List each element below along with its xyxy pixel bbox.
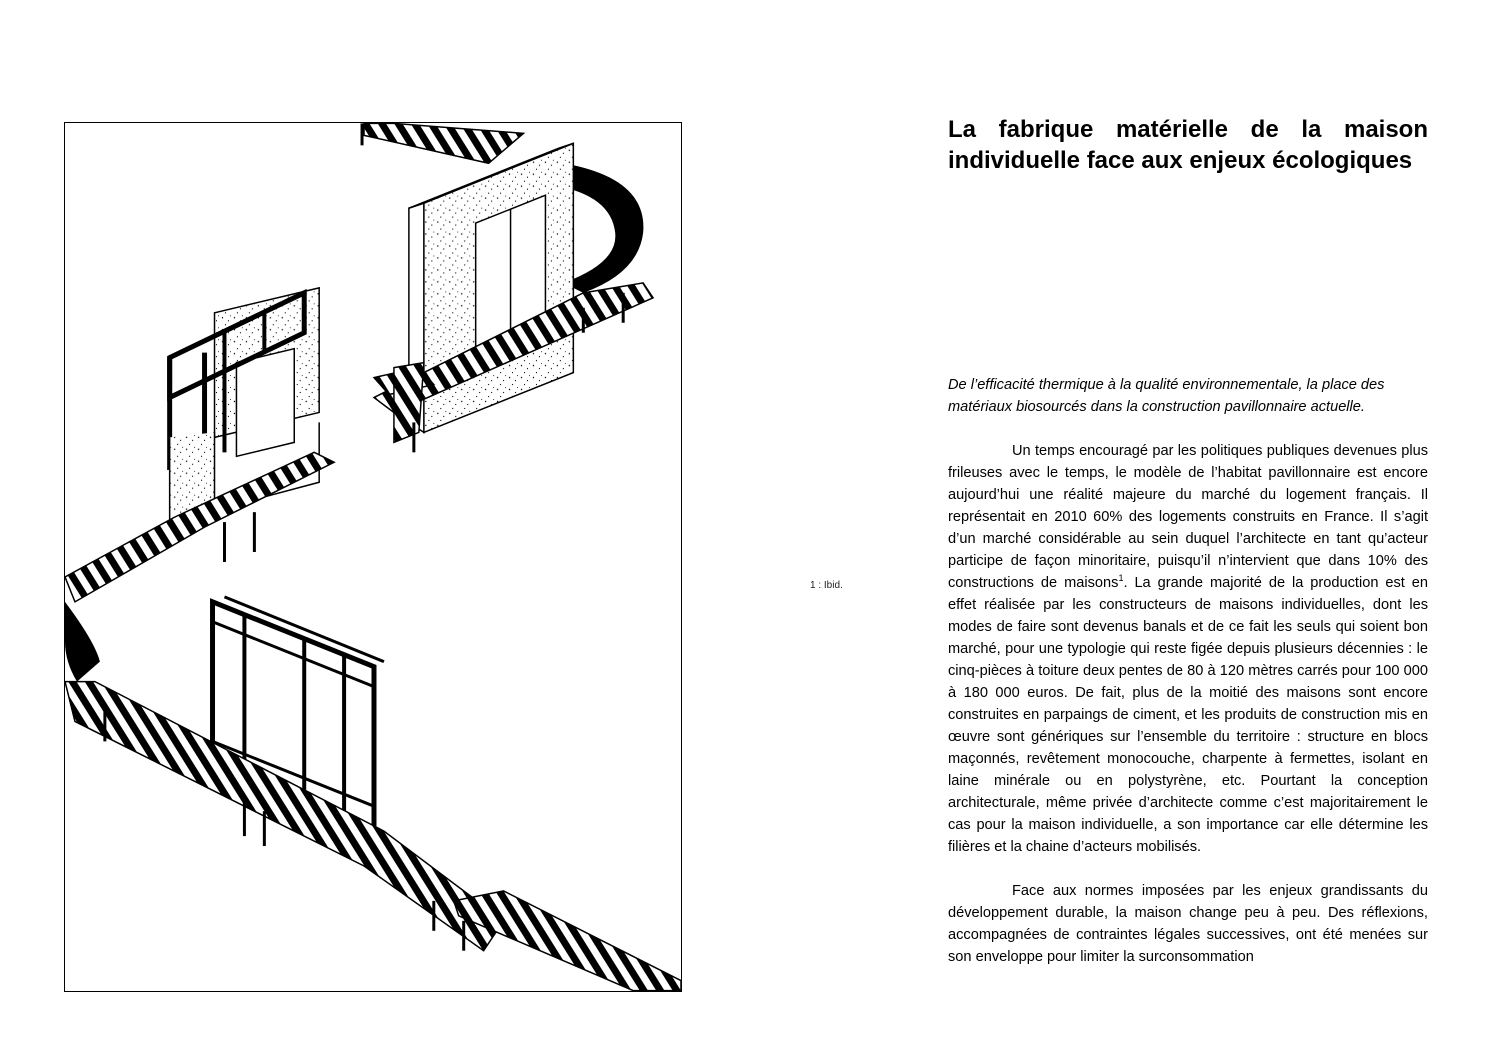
chapter-title: La fabrique matérielle de la maison individuelle face aux enjeux écologiques [948, 116, 1428, 174]
body-text [948, 440, 1428, 990]
paragraph-1-text: Un temps encouragé par les politiques publiques devenues plus frileuses avec le temps, le modèle de l’habitat pavillonnaire est encore aujourd’hui une réalité majeure du marché du logement français. Il représentait en 2010 60% des logements construits en France. Il s’agit d’un marché considérable au sein duquel l’architecte en tant qu’acteur participe de façon minoritaire, puisqu’il n’intervient que dans 10% des constructions de maisons [948, 443, 1428, 591]
chapter-subtitle: De l’efficacité thermique à la qualité environnementale, la place des matériaux biosourcés dans la construction pavillonnaire actuelle. [948, 377, 1385, 415]
paragraph-1-continued: . La grande majorité de la production est en effet réalisée par les constructeurs de maisons individuelles, dont les modes de faire sont devenus banals et de ce fait les seuls qui soient bon marché, pour une typologie qui reste figée depuis plusieurs décennies : le cinq-pièces à toiture deux pentes de 80 à 120 mètres carrés pour 100 000 à 180 000 euros. De fait, plus de la moitié des maisons sont encore construites en parpaings de ciment, et les produits de construction mis en œuvre sont génériques sur l’ensemble du territoire : structure en blocs maçonnés, revêtement monocouche, charpente à fermettes, isolant en laine minérale ou en polystyrène, etc. Pourtant la conception architecturale, même privée d’architecte comme c’est majoritairement le cas pour la maison individuelle, a son importance car elle détermine les filières et la chaine d’acteurs mobilisés. [948, 575, 1429, 855]
footnote: 1 : Ibid. [810, 580, 843, 591]
conveyor-wall-drawing [65, 123, 681, 991]
footnote-reference: 1 [1118, 573, 1124, 584]
axonometric-illustration [64, 122, 682, 992]
paragraph-1 [948, 440, 1428, 858]
paragraph-2: Face aux normes imposées par les enjeux grandissants du développement durable, la maison change peu à peu. Des réflexions, accompagnées de contraintes légales successives, ont été menées sur son enveloppe pour limiter la surconsommation [948, 883, 1428, 965]
